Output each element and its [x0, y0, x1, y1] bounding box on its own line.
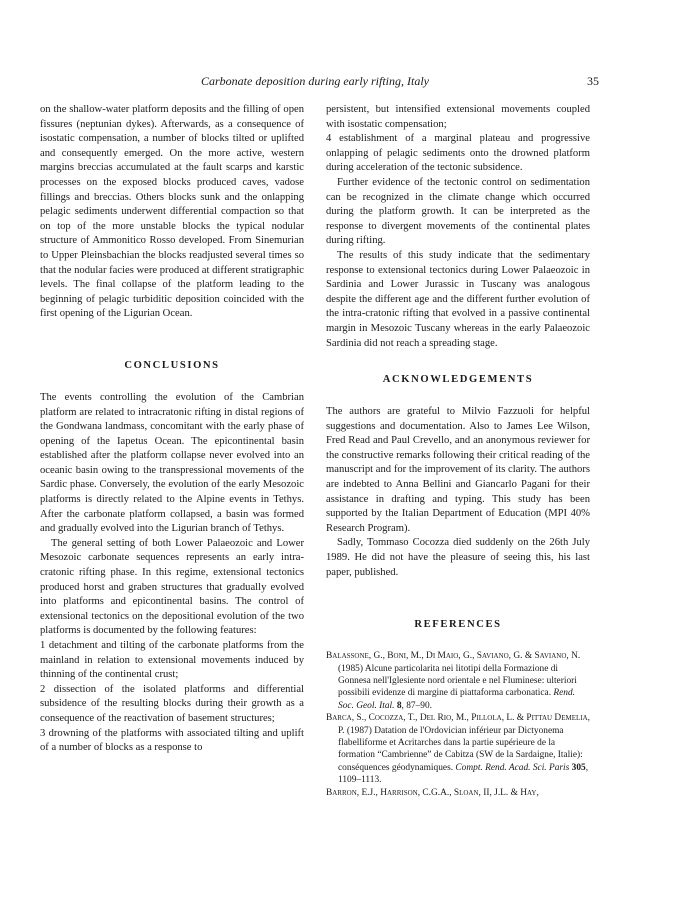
- page-number: 35: [587, 74, 599, 88]
- acknowledgements-paragraph-2: Sadly, Tommaso Cocozza died suddenly on the 26th July 1989. He did not have the pleasure of seeing this, his last paper, published.: [326, 537, 590, 578]
- reference-journal: Rend. Soc. Geol. Ital.: [338, 688, 575, 711]
- feature-item-2: 2 dissection of the isolated platforms and differential subsidence of the resulting blocks during their growth as a consequence of the reactivation of basement structures;: [40, 683, 304, 724]
- left-column: [40, 103, 304, 756]
- feature-item-4: 4 establishment of a marginal plateau and progressive onlapping of pelagic sediments onto the drowned platform during acceleration of the tectonic subsidence.: [326, 133, 590, 174]
- feature-item-3: 3 drowning of the platforms with associated tilting and uplift of a number of blocks as a response to: [40, 727, 304, 754]
- running-title: Carbonate deposition during early rifting, Italy: [201, 74, 429, 88]
- body-paragraph: on the shallow-water platform deposits and the filling of open fissures (neptunian dykes). Afterwards, as a consequence of isostatic compensation, a number of blocks tilted or uplifted and consequently emerged. On the more active, western margins breccias accumulated at the fault scarps and karstic processes on the exposed blocks produced caves, vadose fillings and breccias. Others blocks sunk and the onlapping pelagic sediments underwent differential compaction so that on top of the more unstable blocks the typical nodular structure of Ammonitico Rosso developed. From Sinemurian to Upper Pleinsbachian the blocks readjusted several times so that the nodular facies were produced at different stratigraphic levels. The final collapse of the platform leading to the beginning of pelagic turbiditic deposition coincided with the first opening of the Ligurian Ocean.: [40, 104, 304, 320]
- conclusions-heading: CONCLUSIONS: [124, 359, 220, 371]
- reference-pages: 87–90.: [406, 700, 432, 711]
- reference-authors: Barca, S., Cocozza, T., Del Rio, M., Pillola, L. & Pittau Demelia, P. (1987): [326, 713, 590, 736]
- conclusions-paragraph-1: The events controlling the evolution of the Cambrian platform are related to intracratonic rifting in distal regions of the Gondwana landmass, concomitant with the early phase of opening of the Iapetus Ocean. The epicontinental basin established after the platform collapse never evolved into an oceanic basin owing to the transpressional movements of the Sardic phase. Conversely, the evolution of the early Mesozoic platforms is directly related to the Alpine events in Tethys. After the carbonate platform collapsed, a basin was formed and gradually evolved into the Ligurian branch of Tethys.: [40, 391, 304, 535]
- body-paragraph-further: Further evidence of the tectonic control on sedimentation can be recognized in the climate change which occurred during the platform growth. It can be interpreted as the response to divergent movements of the continental plates during rifting.: [326, 176, 590, 247]
- reference-authors: Barron, E.J., Harrison, C.G.A., Sloan, II, J.L. & Hay,: [326, 787, 539, 798]
- reference-volume: 305: [571, 762, 586, 773]
- continuation-text: persistent, but intensified extensional movements coupled with isostatic compensation;: [326, 104, 590, 130]
- feature-item-1: 1 detachment and tilting of the carbonate platforms from the mainland in relation to extensional movements induced by thinning of the continental crust;: [40, 640, 304, 681]
- references-heading: REFERENCES: [414, 619, 502, 631]
- reference-entry: [326, 787, 590, 799]
- running-head: [0, 72, 691, 90]
- reference-pages: 1109–1113.: [338, 775, 382, 786]
- reference-list: [326, 650, 590, 799]
- reference-volume: 8: [396, 700, 402, 711]
- acknowledgements-heading: ACKNOWLEDGEMENTS: [382, 374, 534, 386]
- reference-entry: Balassone, G., Boni, M., Di Maio, G., Saviano, G. & Saviano, N. (1985) Alcune particolarita nei litotipi della Formazione di Gonnesa nell'Iglesiente nord orientale e nel Fluminese: ulteriori possibili evidenze di margine di piattaforma carbonatica. Rend. Soc. Geol. Ital. 8, 87–90.: [326, 651, 581, 711]
- conclusions-paragraph-2: The general setting of both Lower Palaeozoic and Lower Mesozoic carbonate sequences represents an early intra-cratonic rifting phase. In this regime, extensional tectonics produced horst and graben structures that gradually evolved into platforms and epicontinental basins. The control of extensional tectonics on the depositional evolution of the two platforms is documented by the following features:: [40, 537, 304, 637]
- reference-authors: Balassone, G., Boni, M., Di Maio, G., Saviano, G. & Saviano, N. (1985): [326, 651, 581, 674]
- reference-text: Alcune particolarita nei litotipi della Formazione di Gonnesa nell'Iglesiente nord orientale e nel Fluminese: ulteriori possibili evidenze di margine di piattaforma carbonatica.: [338, 663, 577, 699]
- acknowledgements-paragraph-1: The authors are grateful to Milvio Fazzuoli for helpful suggestions and documentation. Also to James Lee Wilson, Fred Read and Paul Crevello, and an anonymous reviewer for the constructive remarks following their critical reading of the manuscript and for the improvement of its clarity. The authors are indebted to Anna Bellini and Giancarlo Pagani for their assistance in drafting and typing. This study has been supported by the Italian Department of Education (MPI 40% Research Program).: [326, 406, 590, 534]
- reference-text: Datation de l'Ordovician inférieur par Dictyonema flabelliforme et Acritarches dans la partie supérieure de la formation “Cambrienne” de Cabitza (SW de la Sardaigne, Italie): conséquences géodynamiques.: [338, 725, 583, 773]
- body-paragraph-results: The results of this study indicate that the sedimentary response to extensional tectonics during Lower Palaeozoic in Sardinia and Lower Jurassic in Tuscany was analogous despite the different age and the different further evolution of the intra-cratonic rifting that evolved in a passive continental margin in Mesozoic Tuscany whereas in the early Palaeozoic Sardinia did not reach a spreading stage.: [326, 249, 590, 349]
- reference-journal: Compt. Rend. Acad. Sci. Paris: [455, 762, 570, 773]
- right-column: [326, 103, 590, 799]
- reference-entry: Barca, S., Cocozza, T., Del Rio, M., Pillola, L. & Pittau Demelia, P. (1987) Datation de l'Ordovician inférieur par Dictyonema flabelliforme et Acritarches dans la partie supérieure de la formation “Cambrienne” de Cabitza (SW de la Sardaigne, Italie): conséquences géodynamiques. Compt. Rend. Acad. Sci. Paris 305, 1109–1113.: [326, 713, 590, 786]
